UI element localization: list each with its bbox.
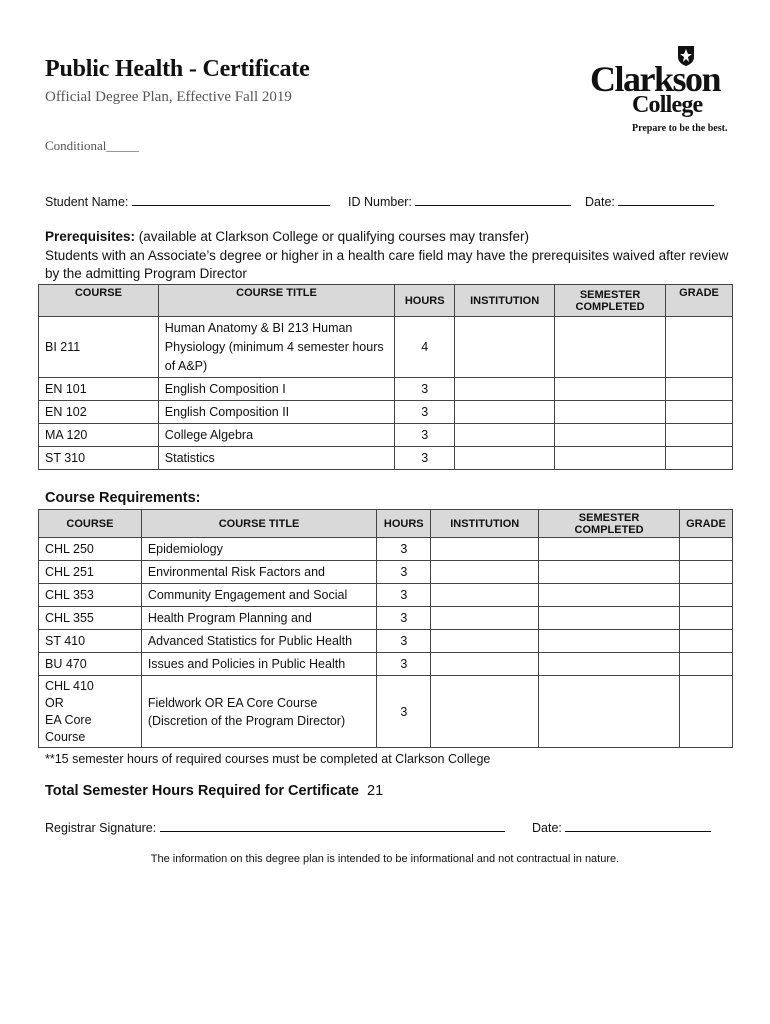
student-name-label: Student Name: xyxy=(45,195,129,209)
institution-cell[interactable] xyxy=(455,317,555,378)
page-subtitle: Official Degree Plan, Effective Fall 2019 xyxy=(45,89,292,105)
column-header: COURSE TITLE xyxy=(158,285,394,317)
hours-cell: 3 xyxy=(395,447,455,470)
course-cell: CHL 355 xyxy=(39,607,142,630)
course-title-cell: Statistics xyxy=(158,447,394,470)
column-header: GRADE xyxy=(679,510,732,538)
course-title-cell: Epidemiology xyxy=(141,538,376,561)
semester-cell[interactable] xyxy=(539,676,680,748)
hours-cell: 3 xyxy=(377,561,431,584)
hours-cell: 3 xyxy=(377,676,431,748)
table-row xyxy=(39,317,733,378)
course-cell xyxy=(39,676,142,748)
logo-tagline: Prepare to be the best. xyxy=(632,123,728,134)
semester-cell[interactable] xyxy=(539,584,680,607)
grade-cell[interactable] xyxy=(666,378,733,401)
total-hours-label: Total Semester Hours Required for Certificate xyxy=(45,783,359,799)
student-name-field[interactable] xyxy=(45,194,330,209)
hours-cell: 3 xyxy=(377,538,431,561)
course-cell: BI 211 xyxy=(39,317,159,378)
registrar-signature-label: Registrar Signature: xyxy=(45,821,157,835)
total-hours xyxy=(45,783,383,799)
hours-cell: 3 xyxy=(377,653,431,676)
semester-cell[interactable] xyxy=(555,378,666,401)
column-header: COURSE xyxy=(39,285,159,317)
registrar-date-field[interactable] xyxy=(532,820,711,835)
hours-cell: 3 xyxy=(377,584,431,607)
course-cell: ST 410 xyxy=(39,630,142,653)
total-hours-value: 21 xyxy=(367,783,384,799)
id-number-label: ID Number: xyxy=(348,195,412,209)
table-row xyxy=(39,538,733,561)
prerequisites-table xyxy=(38,284,733,470)
semester-cell[interactable] xyxy=(539,607,680,630)
table-row xyxy=(39,584,733,607)
date-field[interactable] xyxy=(585,194,714,209)
column-header: INSTITUTION xyxy=(455,285,555,317)
course-title-cell: College Algebra xyxy=(158,424,394,447)
prerequisites-section xyxy=(45,228,735,284)
logo-line-1: Clarkson xyxy=(590,59,721,99)
id-number-line[interactable] xyxy=(415,194,571,206)
grade-cell[interactable] xyxy=(679,630,732,653)
course-cell: CHL 353 xyxy=(39,584,142,607)
course-title-cell: Issues and Policies in Public Health xyxy=(141,653,376,676)
institution-cell[interactable] xyxy=(455,378,555,401)
course-title-cell: Advanced Statistics for Public Health xyxy=(141,630,376,653)
course-cell: BU 470 xyxy=(39,653,142,676)
grade-cell[interactable] xyxy=(666,401,733,424)
prerequisites-heading: Prerequisites: xyxy=(45,229,136,244)
semester-cell[interactable] xyxy=(539,630,680,653)
grade-cell[interactable] xyxy=(666,317,733,378)
table-header-row xyxy=(39,285,733,317)
semester-cell[interactable] xyxy=(555,447,666,470)
grade-cell[interactable] xyxy=(679,653,732,676)
course-line: CHL 410 xyxy=(45,678,94,693)
institution-cell[interactable] xyxy=(431,584,539,607)
course-title-line: Fieldwork OR EA Core Course xyxy=(147,695,318,710)
course-title-cell: Health Program Planning and xyxy=(141,607,376,630)
course-cell: CHL 250 xyxy=(39,538,142,561)
date-line[interactable] xyxy=(618,194,714,206)
grade-cell[interactable] xyxy=(679,561,732,584)
semester-cell[interactable] xyxy=(555,401,666,424)
hours-cell: 3 xyxy=(395,378,455,401)
table-row xyxy=(39,561,733,584)
course-title-cell: Environmental Risk Factors and xyxy=(141,561,376,584)
course-title-cell: English Composition I xyxy=(158,378,394,401)
course-title-line: (Discretion of the Program Director) xyxy=(147,713,346,728)
course-requirements-table xyxy=(38,509,733,748)
table-row xyxy=(39,676,733,748)
course-title-cell: Human Anatomy & BI 213 Human Physiology (minimum 4 semester hours of A&P) xyxy=(158,317,394,378)
institution-cell[interactable] xyxy=(431,561,539,584)
grade-cell[interactable] xyxy=(666,424,733,447)
semester-cell[interactable] xyxy=(539,653,680,676)
disclaimer: The information on this degree plan is intended to be informational and not contractual in nature. xyxy=(150,853,620,865)
course-line: EA Core Course xyxy=(45,712,92,744)
registrar-signature-line[interactable] xyxy=(160,820,505,832)
course-cell: MA 120 xyxy=(39,424,159,447)
table-row xyxy=(39,401,733,424)
institution-cell[interactable] xyxy=(431,607,539,630)
grade-cell[interactable] xyxy=(679,676,732,748)
institution-cell[interactable] xyxy=(431,538,539,561)
grade-cell[interactable] xyxy=(679,607,732,630)
logo-line-2: College xyxy=(632,92,703,118)
table-row xyxy=(39,653,733,676)
institution-cell[interactable] xyxy=(455,401,555,424)
table-row xyxy=(39,447,733,470)
course-cell: CHL 251 xyxy=(39,561,142,584)
registrar-date-line[interactable] xyxy=(565,820,711,832)
page-title: Public Health - Certificate xyxy=(45,56,310,82)
column-header: INSTITUTION xyxy=(431,510,539,538)
course-cell: EN 101 xyxy=(39,378,159,401)
institution-cell[interactable] xyxy=(431,676,539,748)
prerequisites-text: Students with an Associate’s degree or higher in a health care field may have the prerequisites waived after review by the admitting Program Director xyxy=(45,247,729,281)
semester-cell[interactable] xyxy=(539,538,680,561)
id-number-field[interactable] xyxy=(348,194,571,209)
institution-cell[interactable] xyxy=(455,424,555,447)
registrar-signature-field[interactable] xyxy=(45,820,505,835)
date-label: Date: xyxy=(585,195,615,209)
semester-cell[interactable] xyxy=(555,317,666,378)
column-header: COURSE TITLE xyxy=(141,510,376,538)
course-title-cell: English Composition II xyxy=(158,401,394,424)
course-title-cell: Community Engagement and Social xyxy=(141,584,376,607)
column-header: HOURS xyxy=(395,285,455,317)
registrar-date-label: Date: xyxy=(532,821,562,835)
clarkson-college-logo xyxy=(588,44,728,139)
conditional-label: Conditional_____ xyxy=(45,138,139,153)
prerequisites-heading-note: (available at Clarkson College or qualifying courses may transfer) xyxy=(135,229,529,244)
semester-cell[interactable] xyxy=(539,561,680,584)
column-header: SEMESTER COMPLETED xyxy=(555,285,666,317)
column-header: COURSE xyxy=(39,510,142,538)
table-row xyxy=(39,424,733,447)
column-header: GRADE xyxy=(666,285,733,317)
semester-cell[interactable] xyxy=(555,424,666,447)
table-row xyxy=(39,607,733,630)
course-requirements-heading: Course Requirements: xyxy=(45,490,201,506)
course-cell: ST 310 xyxy=(39,447,159,470)
hours-cell: 3 xyxy=(377,607,431,630)
institution-cell[interactable] xyxy=(431,653,539,676)
column-header: SEMESTER COMPLETED xyxy=(539,510,680,538)
table-row xyxy=(39,630,733,653)
hours-cell: 3 xyxy=(395,401,455,424)
hours-cell: 4 xyxy=(395,317,455,378)
course-cell: EN 102 xyxy=(39,401,159,424)
table-header-row xyxy=(39,510,733,538)
course-title-cell xyxy=(141,676,376,748)
column-header: HOURS xyxy=(377,510,431,538)
grade-cell[interactable] xyxy=(679,538,732,561)
table-row xyxy=(39,378,733,401)
hours-cell: 3 xyxy=(395,424,455,447)
requirements-note: **15 semester hours of required courses must be completed at Clarkson College xyxy=(45,752,491,766)
hours-cell: 3 xyxy=(377,630,431,653)
grade-cell[interactable] xyxy=(679,584,732,607)
grade-cell[interactable] xyxy=(666,447,733,470)
course-line: OR xyxy=(45,695,64,710)
institution-cell[interactable] xyxy=(455,447,555,470)
institution-cell[interactable] xyxy=(431,630,539,653)
student-name-line[interactable] xyxy=(132,194,330,206)
